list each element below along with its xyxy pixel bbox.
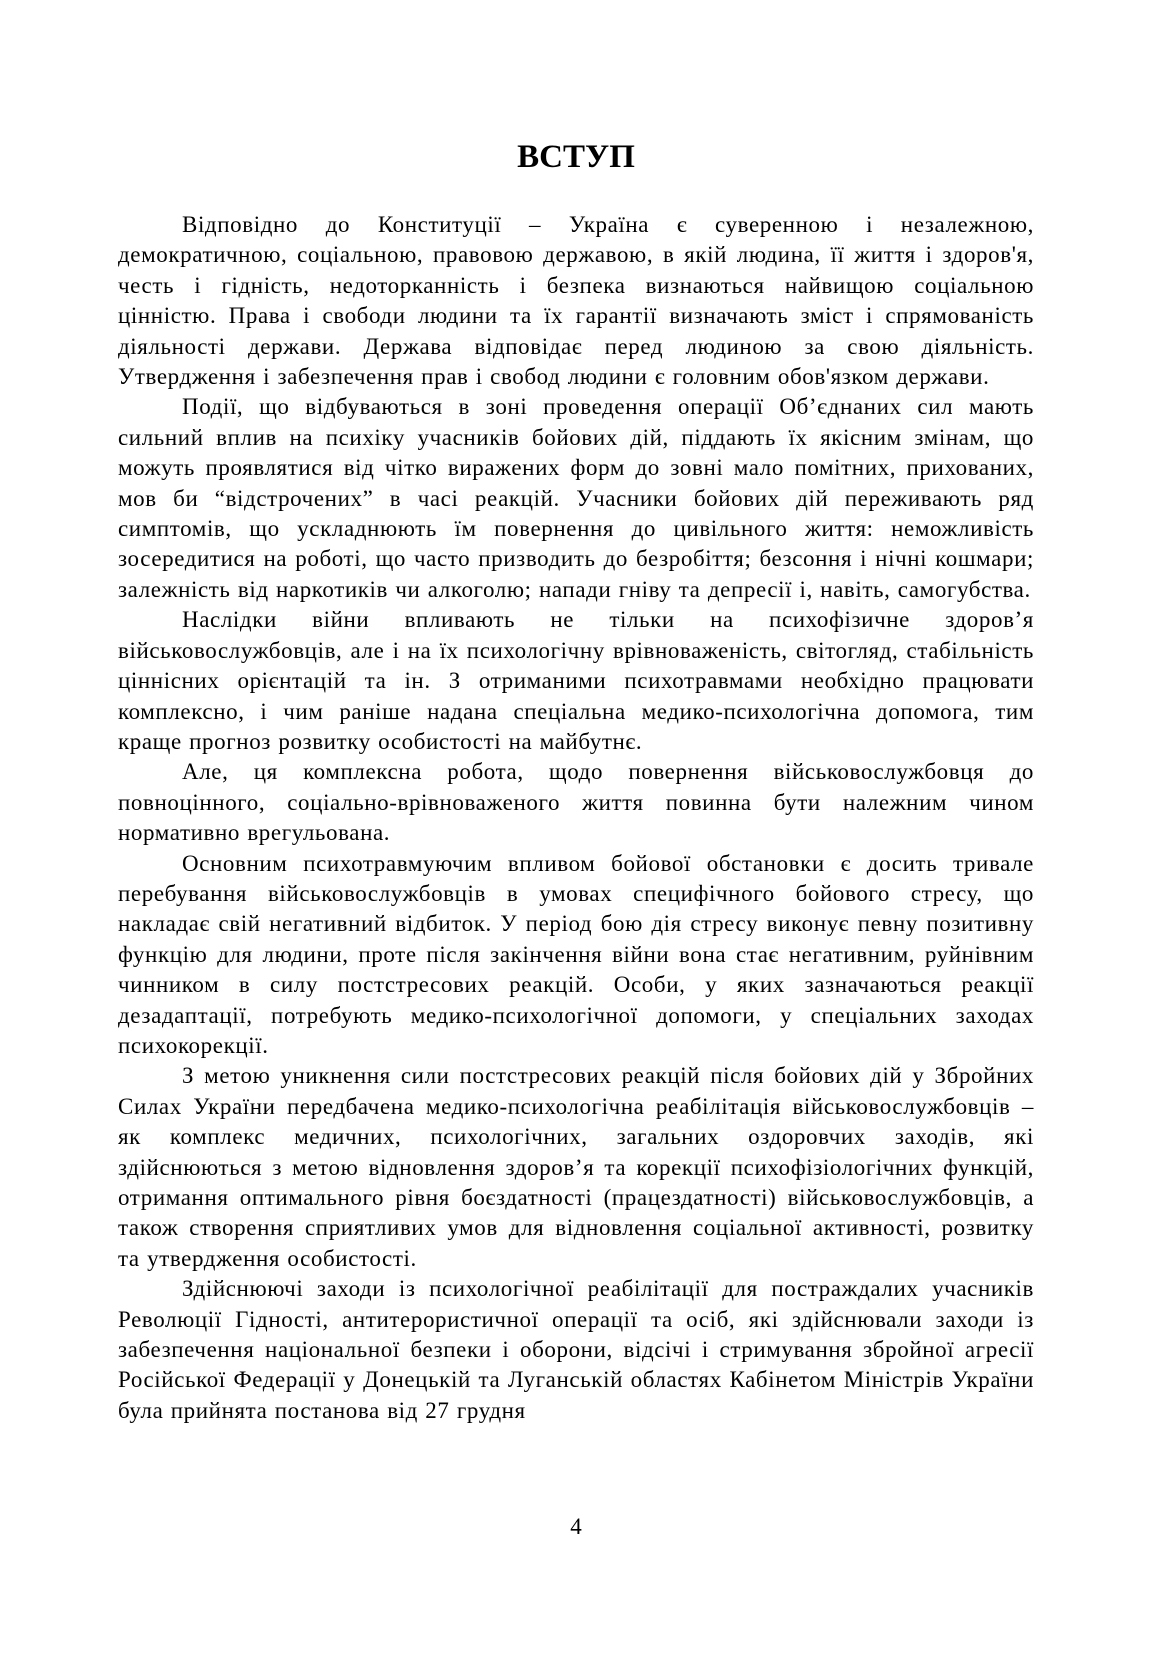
paragraph-combat-stress: Основним психотравмуючим впливом бойової обстановки є досить тривале перебування військовослужбовців в умовах специфічного бойового стресу, що накладає свій негативний відбиток. У період бою дія стресу виконує певну позитивну функцію для людини, проте після закінчення війни вона стає негативним, руйнівним чинником в силу постстресових реакцій. Особи, у яких зазначаються реакції дезадаптації, потребують медико-психологічної допомоги, у спеціальних заходах психокорекції. <box>118 850 1034 1058</box>
paragraph-normative-regulation: Але, ця комплексна робота, щодо повернення військовослужбовця до повноцінного, соціально-врівноваженого життя повинна бути належним чином нормативно врегульована. <box>118 759 1034 846</box>
paragraph-cabinet-resolution: Здійснюючі заходи із психологічної реабілітації для постраждалих учасників Революції Гідності, антитерористичної операції та осіб, які здійснювали заходи із забезпечення національної безпеки і оборони, відсічі і стримування збройної агресії Російської Федерації у Донецькій та Луганській областях Кабінетом Міністрів України була прийнята постанова від 27 грудня <box>118 1276 1034 1423</box>
paragraph-intro-constitution: Відповідно до Конституції – Україна є суверенною і незалежною, демократичною, соціальною, правовою державою, в якій людина, її життя і здоров'я, честь і гідність, недоторканність і безпека визнаються найвищою соціальною цінністю. Права і свободи людини та їх гарантії визначають зміст і спрямованість діяльності держави. Держава відповідає перед людиною за свою діяльність. Утвердження і забезпечення прав і свобод людини є головним обов'язком держави. <box>118 212 1034 390</box>
paragraph-rehabilitation-definition: З метою уникнення сили постстресових реакцій після бойових дій у Збройних Силах України передбачена медико-психологічна реабілітація військовослужбовців – як комплекс медичних, психологічних, загальних оздоровчих заходів, які здійснюються з метою відновлення здоров’я та корекції психофізіологічних функцій, отримання оптимального рівня боєздатності (працездатності) військовослужбовців, а також створення сприятливих умов для відновлення соціальної активності, розвитку та утвердження особистості. <box>118 1063 1034 1271</box>
paragraph-combat-zone-events: Події, що відбуваються в зоні проведення операції Об’єднаних сил мають сильний вплив на психіку учасників бойових дій, піддають їх якісним змінам, що можуть проявлятися від чітко виражених форм до зовні мало помітних, прихованих, мов би “відстрочених” в часі реакцій. Учасники бойових дій переживають ряд симптомів, що ускладнюють їм повернення до цивільного життя: неможливість зосередитися на роботі, що часто призводить до безробіття; безсоння і нічні кошмари; залежність від наркотиків чи алкоголю; напади гніву та депресії і, навіть, самогубства. <box>118 394 1034 602</box>
page-title: ВСТУП <box>517 139 635 175</box>
paragraphs-container <box>118 210 1034 1426</box>
paragraph-war-consequences: Наслідки війни впливають не тільки на психофізичне здоров’я військовослужбовців, але і на їх психологічну врівноваженість, світогляд, стабільність ціннісних орієнтацій та ін. З отриманими психотравмами необхідно працювати комплексно, і чим раніше надана спеціальна медико-психологічна допомога, тим краще прогноз розвитку особистості на майбутнє. <box>118 607 1034 754</box>
page-number: 4 <box>570 1514 582 1539</box>
text-content <box>118 141 1034 1426</box>
